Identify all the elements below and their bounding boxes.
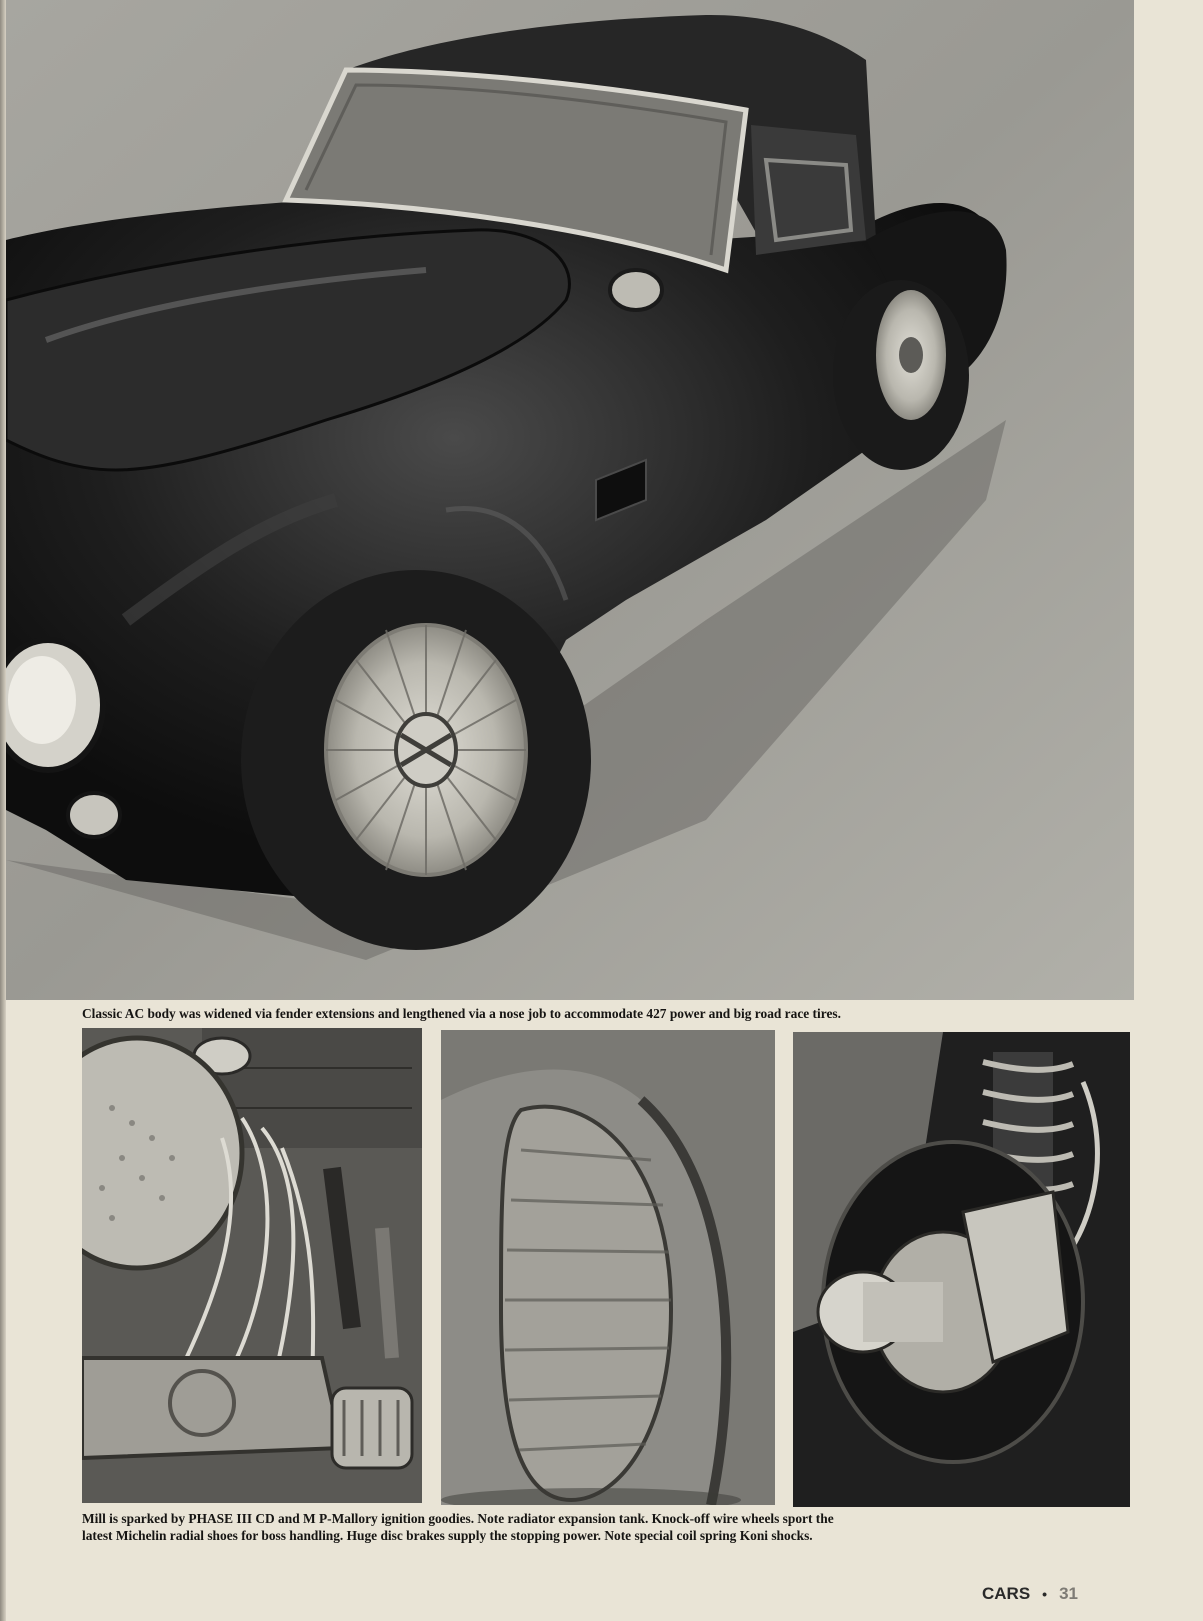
caption-line-2: latest Michelin radial shoes for boss handling. Huge disc brakes supply the stopping power. Note special coil spring Koni shocks. — [82, 1528, 813, 1543]
magazine-name: CARS — [982, 1584, 1031, 1603]
main-photo-caption: Classic AC body was widened via fender extensions and lengthened via a nose job to accommodate 427 power and big road race tires. — [82, 1006, 841, 1021]
footer-separator: • — [1042, 1586, 1048, 1602]
inset-photos-caption — [82, 1510, 834, 1544]
car-main-photo — [6, 0, 1134, 1000]
page-number: 31 — [1059, 1584, 1078, 1603]
page-footer — [982, 1584, 1078, 1604]
caption-line-1: Mill is sparked by PHASE III CD and M P-Mallory ignition goodies. Note radiator expansion tank. Knock-off wire wheels sport the — [82, 1511, 834, 1526]
rear-tire-photo — [441, 1030, 775, 1505]
disc-brake-photo — [793, 1032, 1130, 1507]
engine-bay-photo — [82, 1028, 422, 1503]
